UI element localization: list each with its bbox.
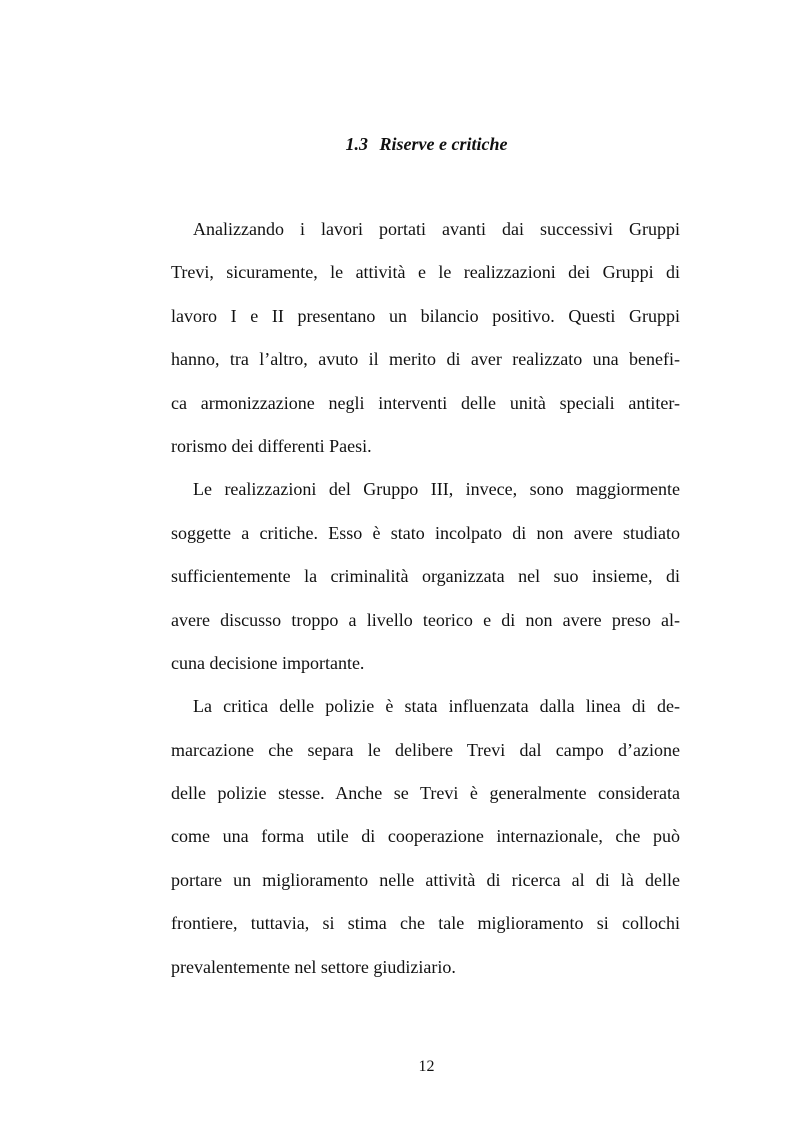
text-line: avere discusso troppo a livello teorico e di non avere preso al- <box>171 609 680 630</box>
text-line: sufficientemente la criminalità organizzata nel suo insieme, di <box>171 566 680 587</box>
text-line: lavoro I e II presentano un bilancio positivo. Questi Gruppi <box>171 305 680 326</box>
paragraph-3 <box>171 685 680 989</box>
text-line: ca armonizzazione negli interventi delle unità speciali antiter- <box>171 392 680 413</box>
text-line: prevalentemente nel settore giudiziario. <box>171 956 456 977</box>
text-line: soggette a critiche. Esso è stato incolpato di non avere studiato <box>171 522 680 543</box>
body-text <box>171 208 680 989</box>
section-number: 1.3 <box>345 134 369 154</box>
paragraph-2 <box>171 468 680 685</box>
section-heading <box>0 131 793 157</box>
text-line: portare un miglioramento nelle attività di ricerca al di là delle <box>171 869 680 890</box>
text-line: rorismo dei differenti Paesi. <box>171 435 372 456</box>
text-line: Trevi, sicuramente, le attività e le realizzazioni dei Gruppi di <box>171 262 680 283</box>
text-line: hanno, tra l’altro, avuto il merito di aver realizzato una benefi- <box>171 349 680 370</box>
paragraph-1 <box>171 208 680 468</box>
text-line: La critica delle polizie è stata influenzata dalla linea di de- <box>193 696 680 717</box>
text-line: delle polizie stesse. Anche se Trevi è generalmente considerata <box>171 783 680 804</box>
text-line: frontiere, tuttavia, si stima che tale miglioramento si collochi <box>171 913 680 934</box>
text-line: come una forma utile di cooperazione internazionale, che può <box>171 826 680 847</box>
text-line: Analizzando i lavori portati avanti dai successivi Gruppi <box>193 219 680 239</box>
text-line: cuna decisione importante. <box>171 652 365 673</box>
text-line: marcazione che separa le delibere Trevi dal campo d’azione <box>171 739 680 760</box>
page-number: 12 <box>418 1058 435 1075</box>
text-line: Le realizzazioni del Gruppo III, invece, sono maggiormente <box>193 479 680 500</box>
section-title: Riserve e critiche <box>379 134 508 154</box>
